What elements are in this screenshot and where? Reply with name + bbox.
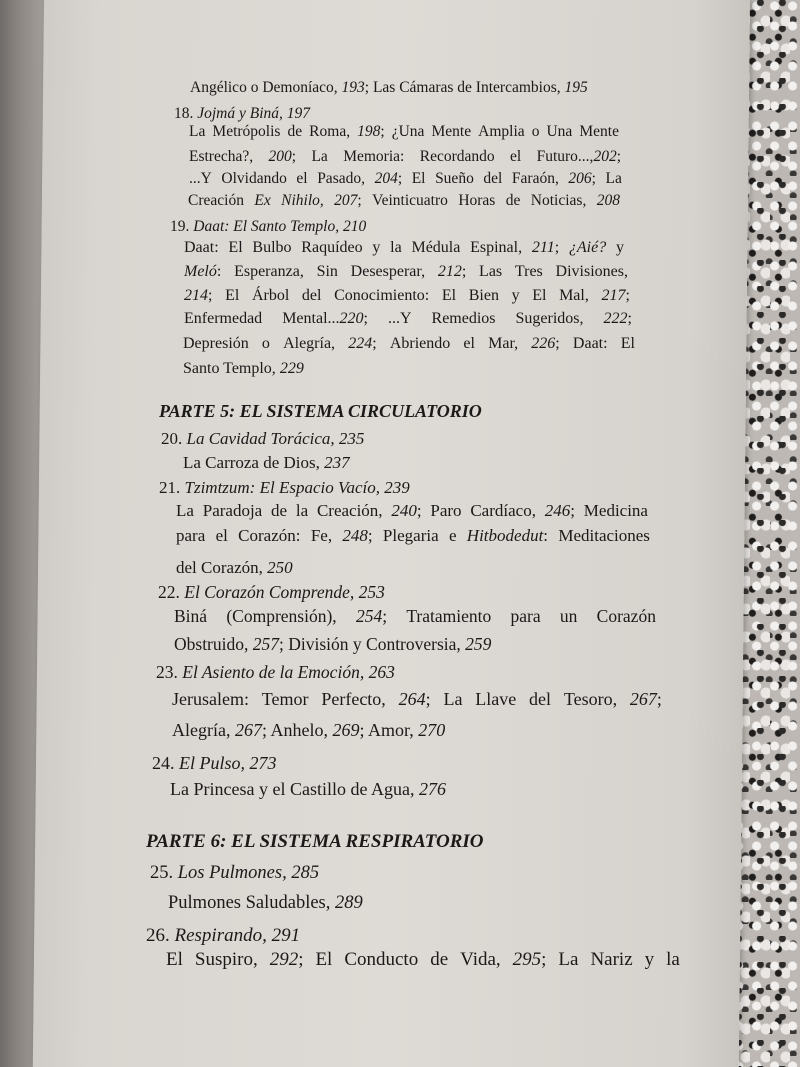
toc-word: Médula	[411, 239, 461, 256]
toc-italic-text: 257	[252, 634, 279, 654]
toc-word	[334, 193, 362, 209]
toc-text: Santo Templo,	[183, 360, 280, 377]
toc-word: 200	[268, 148, 292, 165]
toc-word: 264	[398, 689, 426, 709]
toc-word: El	[225, 287, 240, 304]
toc-text: 18.	[174, 105, 198, 122]
toc-word	[513, 950, 547, 969]
toc-italic-text: 276	[418, 779, 446, 799]
toc-word: Abriendo	[389, 335, 451, 352]
toc-word	[270, 950, 304, 969]
toc-line	[184, 264, 628, 280]
toc-word: Olvidando	[221, 170, 287, 187]
toc-word: Bien	[468, 287, 499, 304]
toc-line	[190, 80, 614, 96]
toc-line	[172, 721, 445, 739]
toc-word	[348, 336, 376, 352]
toc-word: Paradoja	[202, 501, 263, 520]
toc-word: La	[311, 148, 328, 165]
toc-word: Corazón	[596, 606, 656, 626]
toc-italic-text: La Cavidad Torácica, 235	[186, 429, 365, 448]
toc-word	[356, 608, 387, 626]
toc-word: de	[430, 949, 449, 970]
toc-word: 214	[184, 287, 208, 304]
toc-text: ; División y Controversia,	[279, 634, 466, 654]
toc-word: Medicina	[583, 501, 648, 520]
toc-word	[438, 264, 466, 280]
toc-text: 19.	[170, 218, 194, 235]
toc-word: de	[287, 123, 303, 140]
toc-word: ;	[298, 949, 304, 970]
toc-word: o	[261, 335, 270, 352]
toc-word: El	[166, 949, 183, 970]
toc-text: La Carroza de Dios,	[183, 453, 325, 472]
toc-word: Horas	[458, 192, 496, 209]
toc-line	[176, 502, 648, 519]
toc-line	[189, 171, 622, 187]
toc-word: del	[529, 689, 552, 709]
toc-text: 22.	[158, 582, 185, 602]
toc-word: Árbol	[251, 287, 290, 304]
toc-word: 254	[355, 606, 383, 626]
toc-word: 211	[531, 239, 555, 256]
toc-text: 23.	[156, 662, 183, 682]
toc-word: Nihilo,	[281, 192, 324, 209]
toc-word: Metrópolis	[212, 123, 281, 140]
toc-word: Vida,	[460, 949, 501, 970]
toc-word: Roma,	[309, 123, 351, 140]
toc-line	[174, 608, 656, 626]
toc-word: para	[510, 606, 541, 626]
toc-word: 220	[339, 310, 364, 327]
toc-word: Plegaria	[382, 526, 439, 545]
toc-word: ...Y	[387, 310, 412, 327]
toc-word: ;	[555, 335, 560, 352]
toc-word: Depresión	[183, 335, 249, 352]
toc-word: y	[511, 287, 520, 304]
toc-word: Futuro...,	[536, 148, 594, 165]
toc-word: 224	[348, 335, 373, 352]
toc-word: El	[411, 170, 426, 187]
toc-word: Nariz	[590, 949, 633, 970]
toc-word: Corazón:	[238, 526, 301, 545]
toc-text: PARTE 6: EL SISTEMA RESPIRATORIO	[146, 831, 484, 852]
toc-word: Remedios	[431, 310, 496, 327]
toc-italic-text: 193	[341, 79, 365, 96]
toc-word: Esperanza,	[234, 263, 304, 280]
toc-text: ; Amor,	[359, 720, 419, 740]
toc-italic-text: 270	[418, 720, 446, 740]
part-heading	[159, 402, 482, 420]
toc-word: :	[543, 526, 549, 545]
toc-word: ;	[208, 287, 213, 304]
chapter-heading	[150, 864, 319, 883]
toc-word	[537, 149, 621, 165]
toc-italic-text: 229	[279, 360, 304, 377]
toc-word: Daat:	[184, 239, 219, 256]
toc-italic-text: Jojmá y Biná, 197	[197, 105, 311, 122]
toc-word: Recordando	[419, 148, 495, 165]
toc-word: Una	[546, 123, 573, 140]
toc-word: Biná	[174, 606, 208, 626]
toc-word: Mente	[431, 123, 472, 140]
toc-word: Amplia	[478, 123, 525, 140]
toc-line	[188, 193, 620, 209]
toc-word: Pasado,	[317, 170, 365, 187]
toc-line	[183, 454, 350, 471]
chapter-heading	[159, 479, 410, 496]
toc-word: Hitbodedut	[466, 526, 544, 545]
toc-word: Espinal,	[470, 239, 523, 256]
chapter-heading	[156, 664, 395, 682]
toc-word: 198	[357, 123, 381, 140]
toc-word: ;	[425, 689, 431, 709]
toc-word: Cardíaco,	[470, 501, 536, 520]
toc-line	[172, 690, 662, 708]
toc-line	[189, 149, 621, 165]
toc-word: Tesoro,	[563, 689, 618, 709]
chapter-heading	[158, 584, 385, 602]
toc-word: ;	[372, 335, 377, 352]
toc-word: 295	[512, 949, 542, 970]
chapter-heading	[152, 754, 277, 772]
toc-word: Tratamiento	[406, 606, 492, 626]
toc-word	[375, 171, 403, 187]
toc-word	[537, 148, 617, 165]
toc-word: 246	[544, 501, 571, 520]
toc-word: :	[216, 263, 222, 280]
toc-word: ;	[541, 949, 547, 970]
toc-word: Creación	[188, 192, 244, 209]
chapter-heading	[146, 926, 300, 945]
toc-word: ;	[397, 170, 403, 187]
toc-text: La Princesa y el Castillo de Agua,	[170, 779, 419, 799]
toc-word: Temor	[261, 689, 309, 709]
toc-italic-text: 250	[267, 558, 293, 577]
toc-word: el	[296, 170, 308, 187]
toc-word: 222	[603, 310, 628, 327]
toc-line	[174, 636, 491, 654]
toc-word: 267	[629, 689, 657, 709]
toc-word: El	[228, 239, 243, 256]
toc-word: Creación,	[316, 501, 383, 520]
toc-word	[545, 502, 575, 519]
toc-word: Mental...	[282, 310, 340, 327]
toc-text: Angélico o Demoníaco,	[190, 79, 342, 96]
toc-word: la	[390, 239, 402, 256]
toc-word: un	[559, 606, 578, 626]
toc-word: Veinticuatro	[372, 192, 448, 209]
toc-word: Raquídeo	[301, 239, 363, 256]
toc-word: La	[605, 170, 622, 187]
toc-word: Bulbo	[252, 239, 292, 256]
toc-word: Daat:	[572, 335, 608, 352]
toc-word	[630, 690, 662, 708]
toc-word: del	[483, 170, 503, 187]
toc-word: Alegría,	[283, 335, 336, 352]
toc-italic-text: El Pulso, 273	[179, 753, 277, 773]
toc-text: ; Las Cámaras de Intercambios,	[364, 79, 565, 96]
toc-text: del Corazón,	[176, 558, 268, 577]
toc-word: ;	[363, 310, 368, 327]
toc-word: Sueño	[435, 170, 474, 187]
chapter-heading	[161, 430, 364, 447]
toc-word: ¿Aié?	[568, 239, 607, 256]
toc-word: e	[448, 526, 457, 545]
toc-word: de	[271, 501, 288, 520]
toc-text: PARTE 5: EL SISTEMA CIRCULATORIO	[159, 401, 482, 421]
toc-word: Memoria:	[343, 148, 405, 165]
toc-word: ;	[625, 287, 630, 304]
toc-word: Divisiones,	[555, 263, 628, 280]
toc-word: El	[441, 287, 457, 304]
toc-line	[176, 559, 293, 576]
toc-word: El	[532, 287, 547, 304]
toc-word: la	[295, 501, 309, 520]
toc-word: Paro	[430, 501, 462, 520]
toc-line	[184, 311, 632, 327]
toc-word: La	[558, 949, 579, 970]
toc-word	[532, 240, 559, 256]
toc-line	[183, 336, 635, 352]
toc-word: 206	[568, 170, 592, 187]
toc-word: 202	[593, 148, 617, 165]
toc-italic-text: 289	[335, 893, 363, 913]
toc-word: del	[301, 287, 322, 304]
toc-word: el	[510, 148, 522, 165]
toc-word: ;	[382, 606, 388, 626]
toc-word: ;	[554, 239, 560, 256]
toc-word: ;	[357, 192, 362, 209]
toc-line	[189, 124, 619, 140]
toc-word: ...Y	[189, 170, 212, 187]
toc-word: ;	[367, 526, 373, 545]
toc-line	[184, 240, 624, 256]
toc-text: ; Anhelo,	[261, 720, 333, 740]
toc-word: o	[531, 123, 540, 140]
toc-word: Sugeridos,	[515, 310, 584, 327]
toc-word	[391, 502, 421, 519]
toc-word: 208	[596, 192, 620, 209]
toc-word	[568, 171, 596, 187]
toc-word: Mar,	[488, 335, 519, 352]
toc-word: Las	[479, 263, 503, 280]
toc-word: Jerusalem:	[172, 689, 249, 709]
toc-word: para	[176, 526, 206, 545]
toc-word: Conducto	[344, 949, 419, 970]
toc-word	[282, 311, 368, 327]
toc-word: ;	[627, 310, 632, 327]
toc-word: de	[505, 192, 521, 209]
toc-word: ;	[591, 170, 596, 187]
toc-word: ;	[461, 263, 467, 280]
toc-word: El	[620, 335, 635, 352]
toc-word: 248	[342, 526, 368, 545]
toc-word	[467, 527, 548, 544]
chapter-heading	[174, 106, 310, 122]
toc-word: el	[215, 526, 228, 545]
toc-word: Meló	[184, 263, 217, 280]
toc-text: 25.	[150, 863, 178, 883]
part-heading	[146, 832, 484, 851]
toc-italic-text: Tzimtzum: El Espacio Vacío, 239	[184, 478, 410, 497]
toc-word: La	[176, 501, 194, 520]
toc-italic-text: 267	[234, 720, 262, 740]
toc-word: ;	[616, 148, 621, 165]
toc-word	[184, 264, 221, 280]
toc-word: El	[315, 949, 333, 970]
toc-word: ;	[416, 501, 422, 520]
toc-word: y	[644, 949, 655, 970]
toc-line	[184, 288, 630, 304]
toc-word: Desesperar,	[350, 263, 426, 280]
toc-word: 240	[391, 501, 417, 520]
toc-word: 292	[269, 949, 299, 970]
toc-line	[170, 780, 446, 798]
toc-word: la	[666, 949, 680, 970]
toc-italic-text: Respirando, 291	[174, 925, 301, 946]
toc-text: 21.	[159, 478, 185, 497]
toc-italic-text: 237	[324, 453, 350, 472]
toc-word: 207	[334, 192, 358, 209]
toc-word: Estrecha?,	[189, 148, 254, 165]
toc-word	[184, 288, 212, 304]
toc-word: Llave	[475, 689, 517, 709]
toc-text: 26.	[146, 925, 175, 946]
toc-line	[168, 894, 363, 913]
toc-text: Obstruido,	[174, 634, 253, 654]
toc-line	[183, 361, 304, 377]
toc-word: 204	[374, 170, 398, 187]
toc-word: Noticias,	[530, 192, 587, 209]
toc-word: Perfecto,	[321, 689, 386, 709]
toc-word: (Comprensión),	[226, 606, 337, 626]
toc-word	[399, 690, 431, 708]
toc-italic-text: Daat: El Santo Templo, 210	[193, 218, 367, 235]
toc-line	[166, 950, 680, 969]
toc-word	[531, 336, 559, 352]
toc-word: 226	[531, 335, 556, 352]
toc-italic-text: Los Pulmones, 285	[177, 863, 320, 883]
toc-word: Sin	[316, 263, 338, 280]
toc-word: Meditaciones	[558, 526, 650, 545]
toc-word: ;	[656, 689, 662, 709]
toc-italic-text: 259	[465, 634, 492, 654]
toc-word: ;	[291, 148, 297, 165]
toc-word: Mente	[579, 123, 619, 140]
toc-word: Ex	[254, 192, 271, 209]
toc-word: ;	[570, 501, 575, 520]
toc-text: 24.	[152, 753, 179, 773]
toc-word: La	[189, 123, 206, 140]
toc-word: Fe,	[310, 526, 333, 545]
toc-word: 217	[601, 287, 626, 304]
toc-word: y	[616, 239, 624, 256]
toc-word: el	[463, 335, 475, 352]
toc-word: Tres	[514, 263, 543, 280]
chapter-heading	[170, 219, 366, 235]
toc-word	[602, 288, 630, 304]
toc-text: 20.	[161, 429, 187, 448]
toc-word: Conocimiento:	[334, 287, 430, 304]
toc-word	[357, 124, 385, 140]
toc-word: La	[443, 689, 463, 709]
toc-word	[282, 310, 363, 327]
toc-italic-text: El Asiento de la Emoción, 263	[182, 662, 395, 682]
toc-word	[604, 311, 632, 327]
toc-word: ;	[380, 123, 385, 140]
toc-word	[342, 527, 372, 544]
toc-italic-text: 269	[332, 720, 360, 740]
toc-line	[176, 527, 650, 544]
toc-word: Enfermedad	[184, 310, 263, 327]
toc-italic-text: El Corazón Comprende, 253	[184, 582, 385, 602]
toc-word: 212	[437, 263, 462, 280]
toc-word	[269, 149, 297, 165]
toc-word: Faraón,	[511, 170, 559, 187]
toc-text: Alegría,	[172, 720, 235, 740]
toc-italic-text: 195	[564, 79, 588, 96]
toc-word: y	[372, 239, 381, 256]
toc-word: Suspiro,	[194, 949, 258, 970]
toc-word: Mal,	[559, 287, 589, 304]
toc-text: Pulmones Saludables,	[168, 893, 336, 913]
toc-word: ¿Una	[391, 123, 425, 140]
